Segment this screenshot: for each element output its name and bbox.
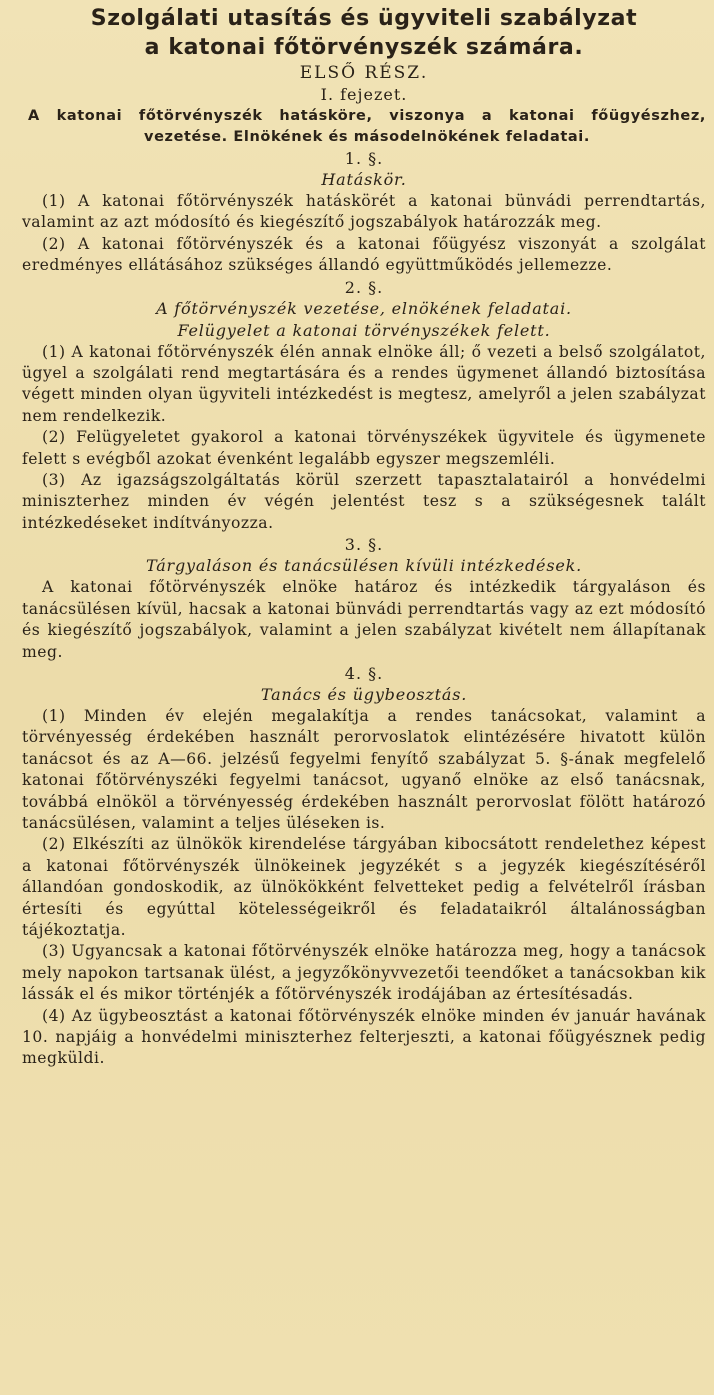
section-2-paragraph-2: (2) Felügyeletet gyakorol a katonai törvényszékek ügyvitele és ügymenete felett s evégből azokat évenként legalább egyszer megszemléli. <box>22 428 706 468</box>
section-2-paragraph-3: (3) Az igazságszolgáltatás körül szerzett tapasztalatairól a honvédelmi miniszterhez minden év végén jelentést tesz s a szükségesnek talált intézkedéseket indítványozza. <box>22 471 706 532</box>
document-title-line-2: a katonai főtörvényszék számára. <box>144 35 584 60</box>
section-2-paragraph-1: (1) A katonai főtörvényszék élén annak elnöke áll; ő vezeti a belső szolgálatot, ügyel a szolgálati rend megtartására és a rendes ügymenet állandó biztosítása végett minden olyan ügyviteli intézkedést is megtesz, amelyről a jelen szabályzat nem rendelkezik. <box>22 342 706 425</box>
section-4-paragraph-3: (3) Ugyancsak a katonai főtörvényszék elnöke határozza meg, hogy a tanácsok mely napokon tartsanak ülést, a jegyzőkönyvvezetői teendőket a tanácsokban kik lássák el és mikor történjék a főtörvényszék irodájában az értesítésadás. <box>22 942 706 1004</box>
section-2-number: 2. §. <box>344 277 384 297</box>
section-3-paragraph-1: A katonai főtörvényszék elnöke határoz és intézkedik tárgyaláson és tanácsülésen kívül, hacsak a katonai bünvádi perrendtartás vagy az ezt módosító és kiegészítő jogszabályok, valamint a jelen szabályzat kivételt nem állapítanak meg. <box>22 578 706 661</box>
section-4-paragraph-2: (2) Elkészíti az ülnökök kirendelése tárgyában kibocsátott rendelethez képest a katonai főtörvényszék ülnökeinek jegyzékét s a jegyzék kiegészítéséről állandóan gondoskodik, az ülnökökként felvetteket pedig a felvételről írásban értesíti és egyúttal kötelességeikről és feladataikról általánosságban tájékoztatja. <box>22 835 706 939</box>
section-2-heading-2: Felügyelet a katonai törvényszékek felett. <box>177 320 551 340</box>
chapter-heading: I. fejezet. <box>320 85 408 104</box>
section-1-paragraph-1: (1) A katonai főtörvényszék hatáskörét a katonai bünvádi perrendtartás, valamint az azt módosító és kiegészítő jogszabályok határozzák meg. <box>22 192 706 232</box>
section-2-heading-1: A főtörvényszék vezetése, elnökének feladatai. <box>156 298 572 318</box>
part-heading: ELSŐ RÉSZ. <box>299 63 429 83</box>
section-1-paragraph-2: (2) A katonai főtörvényszék és a katonai főügyész viszonyát a szolgálat eredményes ellátásához szükséges állandó együttműködés jellemezze. <box>22 234 706 275</box>
section-1-heading: Hatáskör. <box>321 170 407 189</box>
section-1-number: 1. §. <box>344 149 384 168</box>
section-4-heading: Tanács és ügybeosztás. <box>260 684 468 704</box>
chapter-title: A katonai főtörvényszék hatásköre, viszonya a katonai főügyészhez, vezetése. Elnökének és másodelnökének feladatai. <box>28 108 706 145</box>
section-3-heading: Tárgyaláson és tanácsülésen kívüli intézkedések. <box>145 556 582 576</box>
section-4-number: 4. §. <box>344 663 384 683</box>
section-4-paragraph-1: (1) Minden év elején megalakítja a rendes tanácsokat, valamint a törvényesség érdekében használt perorvoslatok elintézésére hivatott külön tanácsot és az A—66. jelzésű fegyelmi fenyítő szabályzat 5. §-ának megfelelő katonai főtörvényszéki fegyelmi tanácsot, ugyanő elnöke az első tanácsnak, továbbá elnököl a törvényesség érdekében használt perorvoslat fölött határozó tanácsülésen, valamint a teljes üléseken is. <box>22 706 706 832</box>
section-3-number: 3. §. <box>344 535 384 555</box>
section-4-paragraph-4: (4) Az ügybeosztást a katonai főtörvényszék elnöke minden év január havának 10. napjáig a honvédelmi miniszterhez felterjeszti, a katonai főügyésznek pedig megküldi. <box>22 1006 706 1068</box>
document-title-line-1: Szolgálati utasítás és ügyviteli szabályzat <box>90 6 638 31</box>
